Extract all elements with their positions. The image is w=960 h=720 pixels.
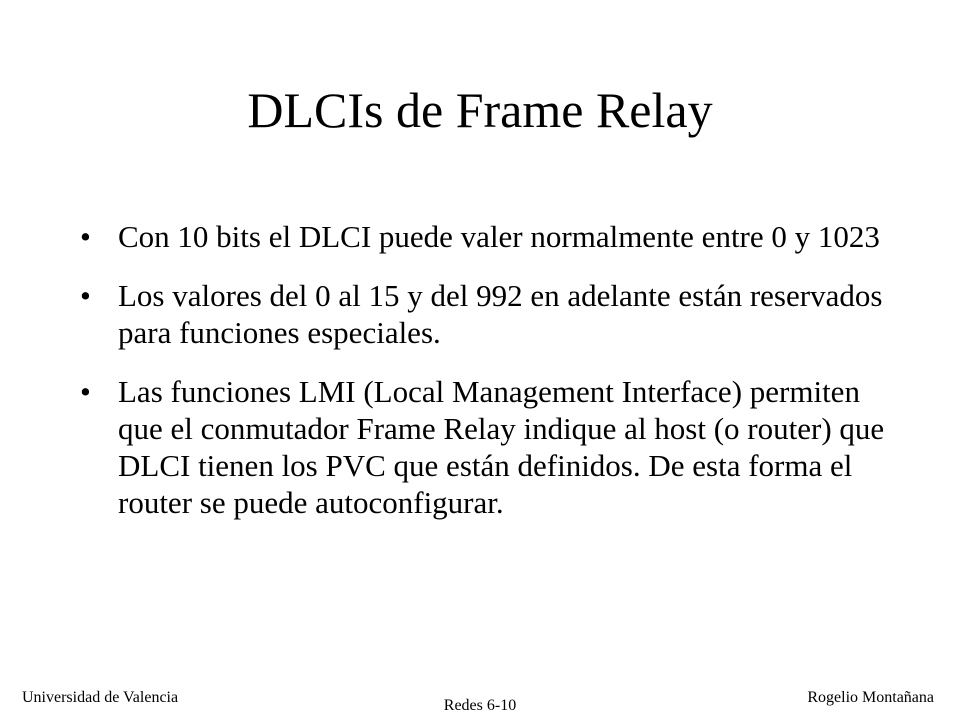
bullet-text: Los valores del 0 al 15 y del 992 en adelante están reservados para funciones especiales. — [118, 278, 883, 350]
bullet-text: Con 10 bits el DLCI puede valer normalmente entre 0 y 1023 — [118, 219, 880, 254]
bullet-icon: • — [80, 374, 91, 409]
bullet-item — [80, 277, 900, 351]
footer-slide-number: Redes 6-10 — [443, 697, 517, 714]
bullet-icon: • — [80, 278, 91, 313]
bullet-item — [80, 218, 900, 255]
bullet-icon: • — [80, 219, 91, 254]
bullet-item — [80, 373, 900, 521]
footer-institution: Universidad de Valencia — [22, 689, 179, 706]
bullet-text: Las funciones LMI (Local Management Interface) permiten que el conmutador Frame Relay indique al host (o router) que DLCI tienen los PVC que están definidos. De esta forma el router se puede autoconfigurar. — [118, 374, 885, 520]
bullet-list — [80, 218, 900, 543]
slide-title: DLCIs de Frame Relay — [247, 82, 713, 138]
footer-author: Rogelio Montañana — [807, 689, 934, 706]
